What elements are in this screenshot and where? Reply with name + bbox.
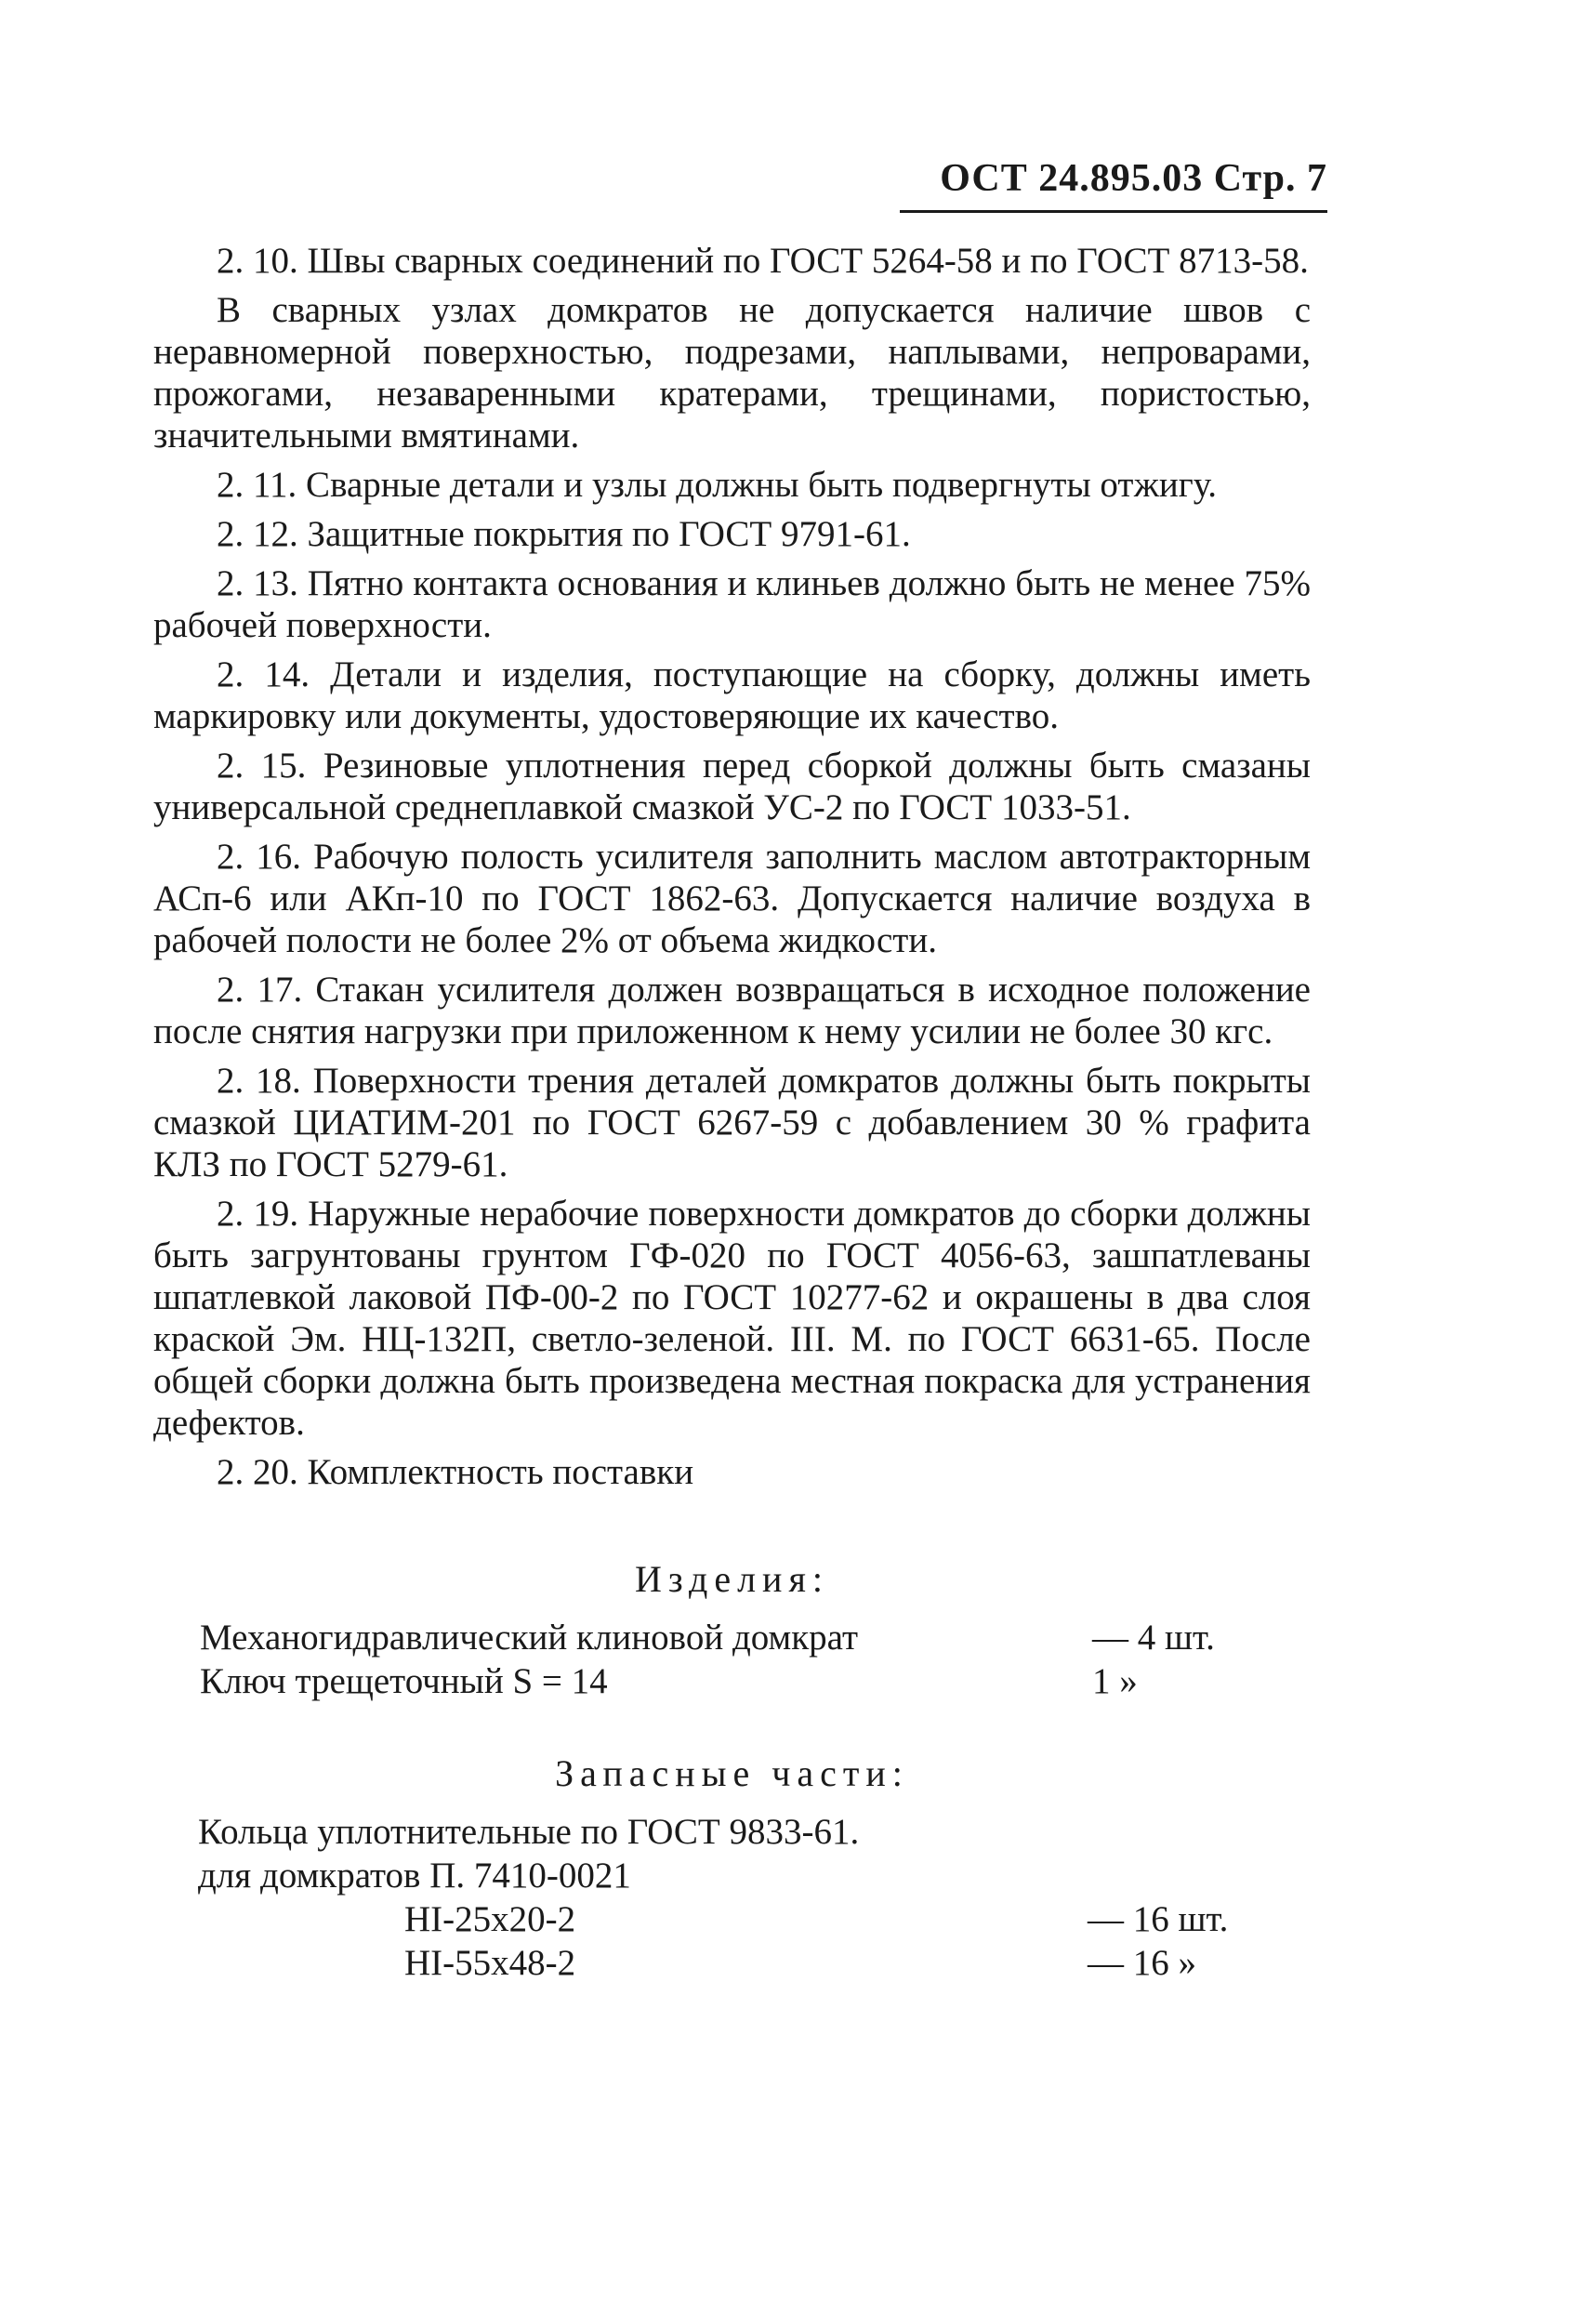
paragraph-2-17: 2. 17. Стакан усилителя должен возвращаться в исходное положение после снятия нагрузки при приложенном к нему усилии не более 30 кгс. (153, 970, 1311, 1051)
spare-qty: — 16 » (1088, 1943, 1196, 1983)
spare-qty: — 16 шт. (1088, 1899, 1229, 1939)
product-row (153, 1617, 1311, 1660)
paragraph-2-16: 2. 16. Рабочую полость усилителя заполнить маслом автотракторным АСп-6 или АКп-10 по ГОСТ 1862-63. Допускается наличие воздуха в рабочей полости не более 2% от объема жидкости. (153, 837, 1311, 960)
paragraph-2-18: 2. 18. Поверхности трения деталей домкратов должны быть покрыты смазкой ЦИАТИМ-201 по ГОСТ 6267-59 с добавлением 30 % графита КЛЗ по ГОСТ 5279-61. (153, 1061, 1311, 1184)
products-title: Изделия: (635, 1558, 829, 1600)
paragraph-2-20: 2. 20. Комплектность поставки (217, 1452, 694, 1492)
page-header: ОСТ 24.895.03 Стр. 7 (900, 156, 1327, 213)
spares-line-2: для домкратов П. 7410-0021 (198, 1856, 631, 1896)
paragraph-2-15: 2. 15. Резиновые уплотнения перед сборкой должны быть смазаны универсальной среднеплавкой смазкой УС-2 по ГОСТ 1033-51. (153, 746, 1311, 827)
spares-line-1: Кольца уплотнительные по ГОСТ 9833-61. (198, 1812, 860, 1852)
paragraph-2-14: 2. 14. Детали и изделия, поступающие на сборку, должны иметь маркировку или документы, удостоверяющие их качество. (153, 654, 1311, 736)
paragraph-2-13: 2. 13. Пятно контакта основания и клиньев должно быть не менее 75% рабочей поверхности. (153, 563, 1311, 645)
paragraph-welds-defects: В сварных узлах домкратов не допускается наличие швов с неравномерной поверхностью, подрезами, наплывами, непроварами, прожогами, незаваренными кратерами, трещинами, пористостью, значительными вмятинами. (153, 290, 1311, 456)
document-body (153, 240, 1311, 1986)
paragraph-2-11: 2. 11. Сварные детали и узлы должны быть подвергнуты отжигу. (217, 465, 1218, 505)
product-qty: — 4 шт. (1092, 1618, 1215, 1658)
paragraph-2-19: 2. 19. Наружные нерабочие поверхности домкратов до сборки должны быть загрунтованы грунтом ГФ-020 по ГОСТ 4056-63, зашпатлеваны шпатлевкой лаковой ПФ-00-2 по ГОСТ 10277-62 и окрашены в два слоя краской Эм. НЦ-132П, светло-зеленой. III. М. по ГОСТ 6631-65. После общей сборки должна быть произведена местная покраска для устранения дефектов. (153, 1194, 1311, 1443)
spare-row (153, 1942, 1311, 1986)
spare-row (153, 1898, 1311, 1942)
product-row (153, 1660, 1311, 1704)
paragraph-2-10: 2. 10. Швы сварных соединений по ГОСТ 5264-58 и по ГОСТ 8713-58. (217, 241, 1309, 281)
product-name: Ключ трещеточный S = 14 (200, 1661, 608, 1701)
spares-title: Запасные части: (555, 1752, 909, 1794)
spare-name: НI-55х48-2 (404, 1943, 576, 1983)
product-name: Механогидравлический клиновой домкрат (200, 1618, 859, 1658)
spare-name: НI-25х20-2 (404, 1899, 576, 1939)
paragraph-2-12: 2. 12. Защитные покрытия по ГОСТ 9791-61. (217, 514, 911, 554)
product-qty: 1 » (1092, 1661, 1138, 1701)
